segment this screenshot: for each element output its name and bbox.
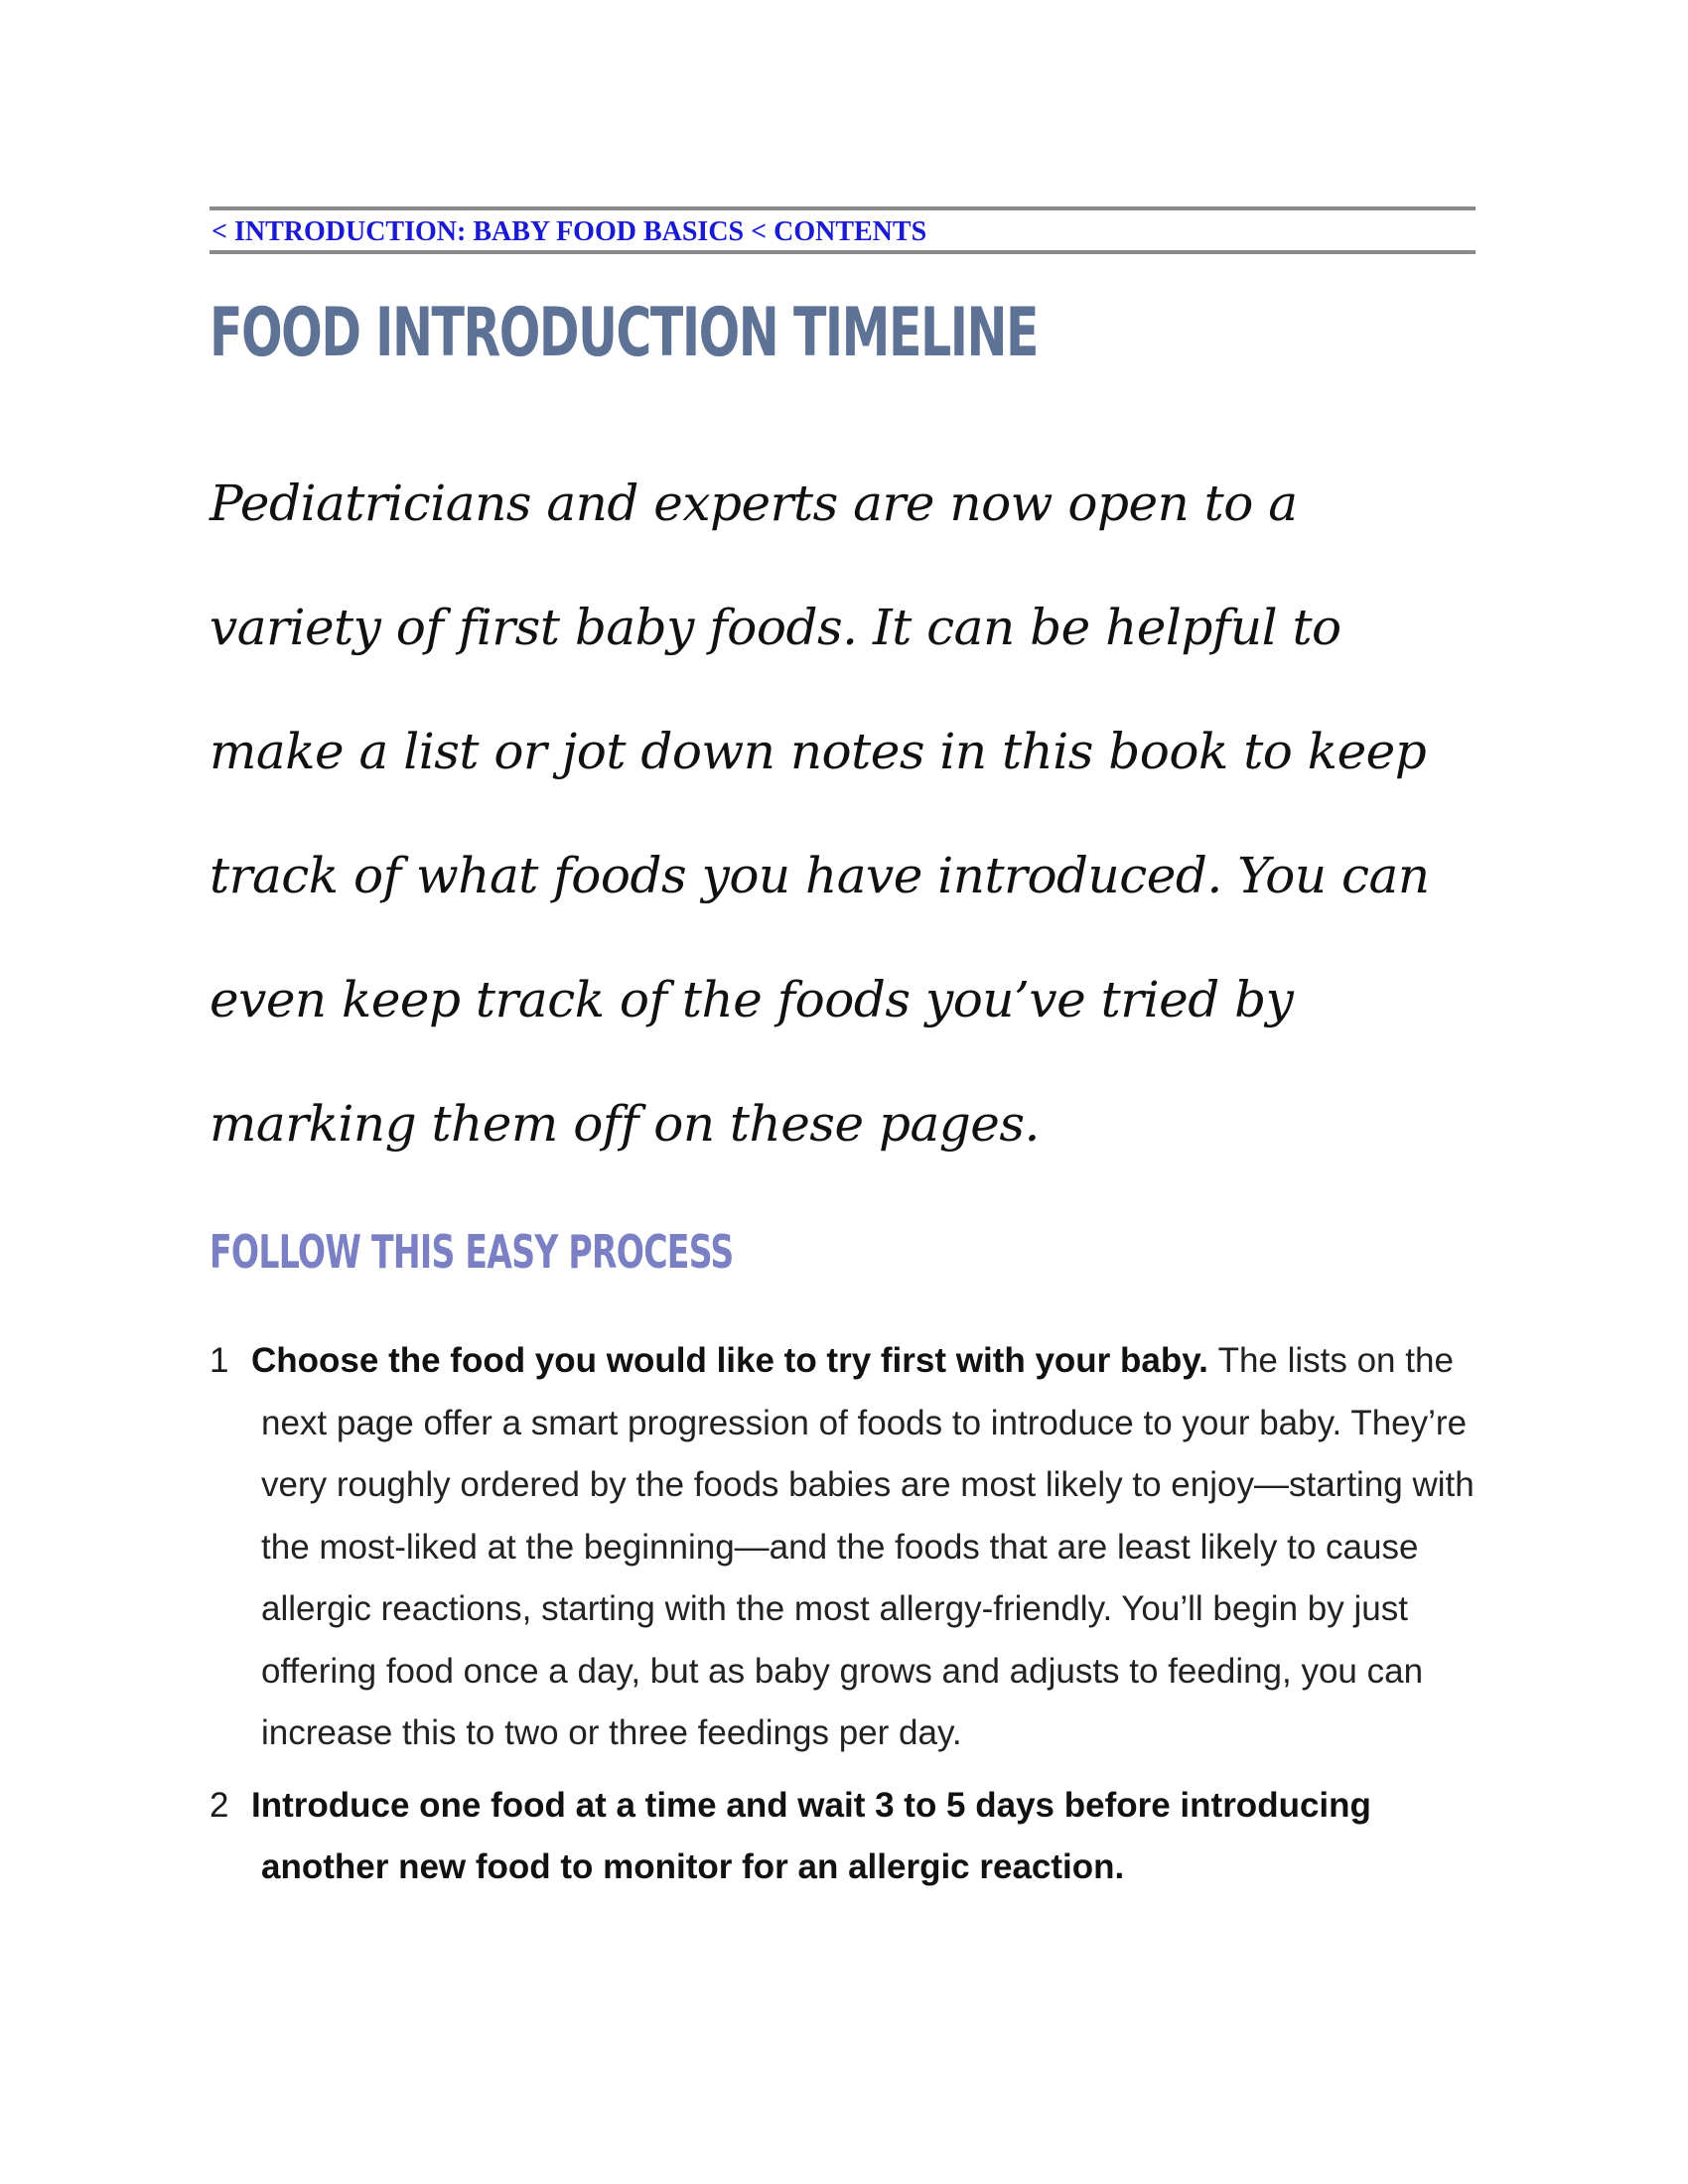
breadcrumb-link-contents[interactable]: CONTENTS bbox=[774, 216, 927, 247]
process-steps-list bbox=[210, 1330, 1476, 1909]
breadcrumb-separator: < bbox=[211, 216, 227, 247]
breadcrumb-link-introduction[interactable]: INTRODUCTION: BABY FOOD BASICS bbox=[233, 216, 745, 247]
breadcrumb bbox=[211, 218, 926, 246]
intro-paragraph: Pediatricians and experts are now open to a variety of first baby foods. It can be helpful to make a list or jot down notes in this book to keep track of what foods you have introduced. You can even keep track of the foods you’ve tried by marking them off on these pages. bbox=[210, 475, 1430, 1153]
breadcrumb-separator: < bbox=[751, 216, 768, 247]
step-number: 1 bbox=[210, 1341, 229, 1380]
list-item bbox=[210, 1775, 1476, 1899]
step-lead-text: Introduce one food at a time and wait 3 to 5 days before introducing another new food to monitor for an allergic reaction. bbox=[251, 1785, 1371, 1886]
section-heading: FOLLOW THIS EASY PROCESS bbox=[210, 1225, 734, 1279]
breadcrumb-nav bbox=[210, 206, 1476, 254]
step-body-text: The lists on the next page offer a smart progression of foods to introduce to your baby. They’re very roughly ordered by the foods babies are most likely to enjoy—starting with the most-liked at the beginning—and the foods that are least likely to cause allergic reactions, starting with the most allergy-friendly. You’ll begin by just offering food once a day, but as baby grows and adjusts to feeding, you can increase this to two or three feedings per day. bbox=[261, 1341, 1475, 1752]
step-number: 2 bbox=[210, 1785, 229, 1825]
step-lead-text: Choose the food you would like to try first with your baby. bbox=[251, 1341, 1218, 1380]
list-item bbox=[210, 1330, 1476, 1765]
page-title: FOOD INTRODUCTION TIMELINE bbox=[210, 294, 1039, 372]
